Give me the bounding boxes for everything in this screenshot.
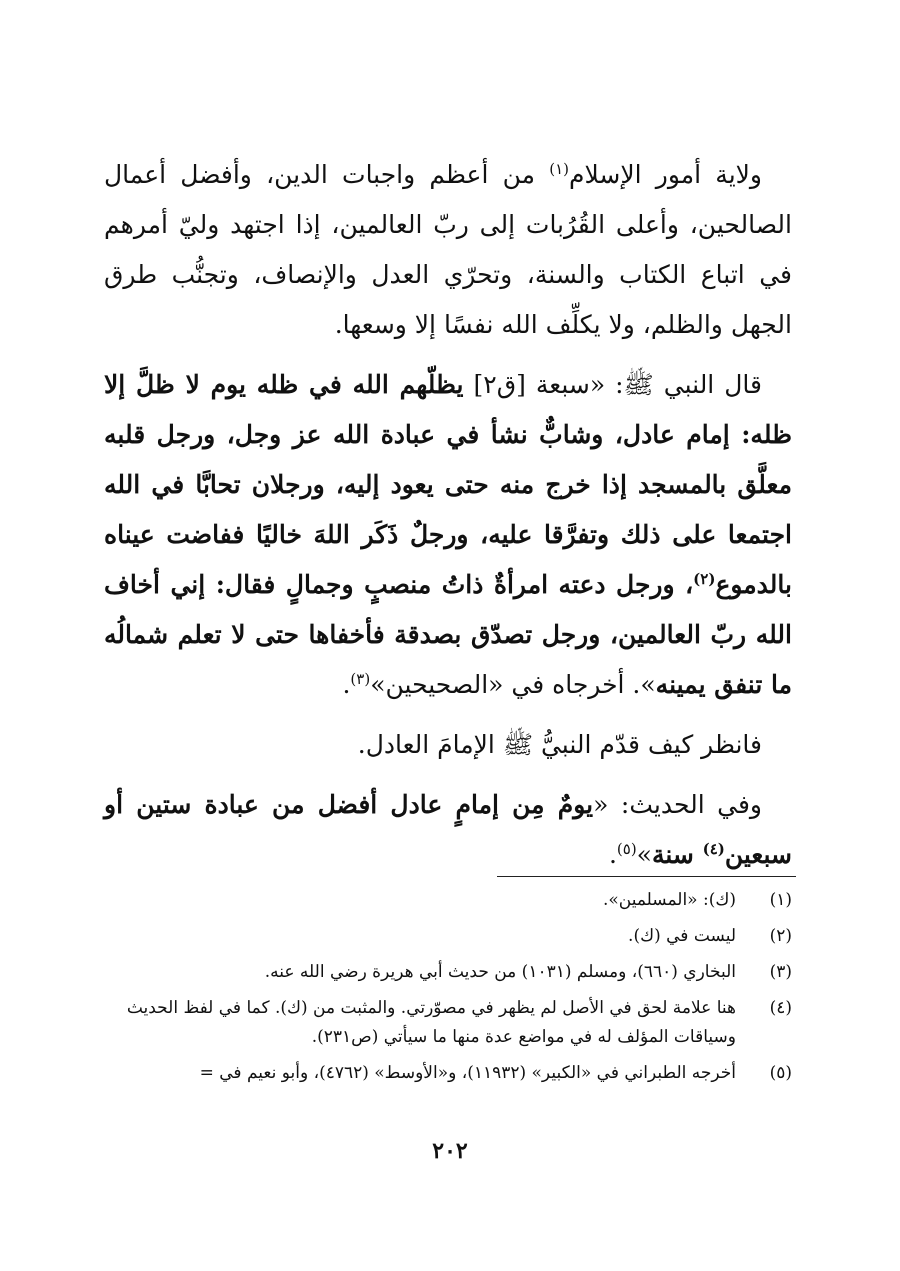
paragraph-2-source: ». أخرجاه في «الصحيحين» bbox=[370, 670, 656, 699]
footnote-3-number: (٣) bbox=[769, 962, 792, 982]
footnote-5 bbox=[104, 1059, 792, 1088]
paragraph-4 bbox=[104, 780, 792, 880]
footnotes bbox=[104, 886, 792, 1095]
footnote-2-text: ليست في (ك). bbox=[628, 926, 736, 946]
footnote-ref-1: (١) bbox=[549, 160, 570, 178]
paragraph-2-intro: قال النبي ﷺ: «سبعة [ق٢] bbox=[463, 370, 762, 399]
footnote-ref-4: (٤) bbox=[702, 840, 725, 858]
footnote-ref-3: (٣) bbox=[350, 670, 371, 688]
paragraph-1 bbox=[104, 150, 792, 350]
page-number: ٢٠٢ bbox=[432, 1138, 468, 1164]
paragraph-3-text: فانظر كيف قدّم النبيُّ ﷺ الإمامَ العادل. bbox=[357, 730, 762, 759]
paragraph-3 bbox=[104, 720, 792, 770]
paragraph-4-end: . bbox=[608, 840, 617, 869]
hadith-2-text-a: يومٌ مِن إمامٍ عادل أفضل من عبادة ستين أو سبعين bbox=[104, 790, 792, 869]
footnote-4-text: هنا علامة لحق في الأصل لم يظهر في مصوّرتي. والمثبت من (ك). كما في لفظ الحديث وسياقات المؤلف له في مواضع عدة منها ما سيأتي (ص٢٣١). bbox=[126, 998, 736, 1047]
paragraph-4-close-quote: » bbox=[636, 840, 652, 869]
footnote-ref-5: (٥) bbox=[616, 840, 637, 858]
footnote-5-text: أخرجه الطبراني في «الكبير» (١١٩٣٢)، و«الأوسط» (٤٧٦٢)، وأبو نعيم في = bbox=[199, 1063, 736, 1083]
footnote-1-number: (١) bbox=[769, 890, 792, 910]
hadith-text bbox=[104, 370, 792, 699]
footnote-4-number: (٤) bbox=[769, 998, 792, 1018]
footnote-5-number: (٥) bbox=[769, 1063, 792, 1083]
hadith-2-text-b: سنة bbox=[651, 840, 703, 869]
footnote-ref-2: (٢) bbox=[693, 570, 716, 588]
paragraph-2-end: . bbox=[342, 670, 351, 699]
paragraph-4-intro: وفي الحديث: « bbox=[593, 790, 762, 819]
footnote-3 bbox=[104, 958, 792, 987]
paragraph-2 bbox=[104, 360, 792, 710]
footnote-separator bbox=[497, 876, 796, 877]
footnote-2-number: (٢) bbox=[769, 926, 792, 946]
footnote-1-text: (ك): «المسلمين». bbox=[602, 890, 736, 910]
footnote-4 bbox=[104, 994, 792, 1052]
hadith-text-a: يظلّهم الله في ظله يوم لا ظلَّ إلا ظله: إمام عادل، وشابٌّ نشأ في عبادة الله عز وجل، ورجل قلبه معلَّق بالمسجد إذا خرج منه حتى يعود إليه، ورجلان تحابَّا في الله اجتمعا على ذلك وتفرَّقا عليه، ورجلٌ ذَكَر اللهَ خاليًا ففاضت عيناه بالدموع bbox=[104, 370, 792, 599]
hadith-text-b: ، ورجل دعته امرأةٌ ذاتُ منصبٍ وجمالٍ فقال: إني أخاف الله ربّ العالمين، ورجل تصدّق بصدقة فأخفاها حتى لا تعلم شمالُه ما تنفق يمينه bbox=[104, 570, 792, 699]
paragraph-1-text-a: ولاية أمور الإسلام bbox=[569, 160, 762, 189]
footnote-1 bbox=[104, 886, 792, 915]
footnote-3-text: البخاري (٦٦٠)، ومسلم (١٠٣١) من حديث أبي هريرة رضي الله عنه. bbox=[264, 962, 736, 982]
main-text bbox=[104, 150, 792, 880]
paragraph-1-text-b: من أعظم واجبات الدين، وأفضل أعمال الصالحين، وأعلى القُرُبات إلى ربّ العالمين، إذا اجتهد وليّ أمرهم في اتباع الكتاب والسنة، وتحرّي العدل والإنصاف، وتجنُّب طرق الجهل والظلم، ولا يكلِّف الله نفسًا إلا وسعها. bbox=[104, 160, 792, 339]
footnote-2 bbox=[104, 922, 792, 951]
